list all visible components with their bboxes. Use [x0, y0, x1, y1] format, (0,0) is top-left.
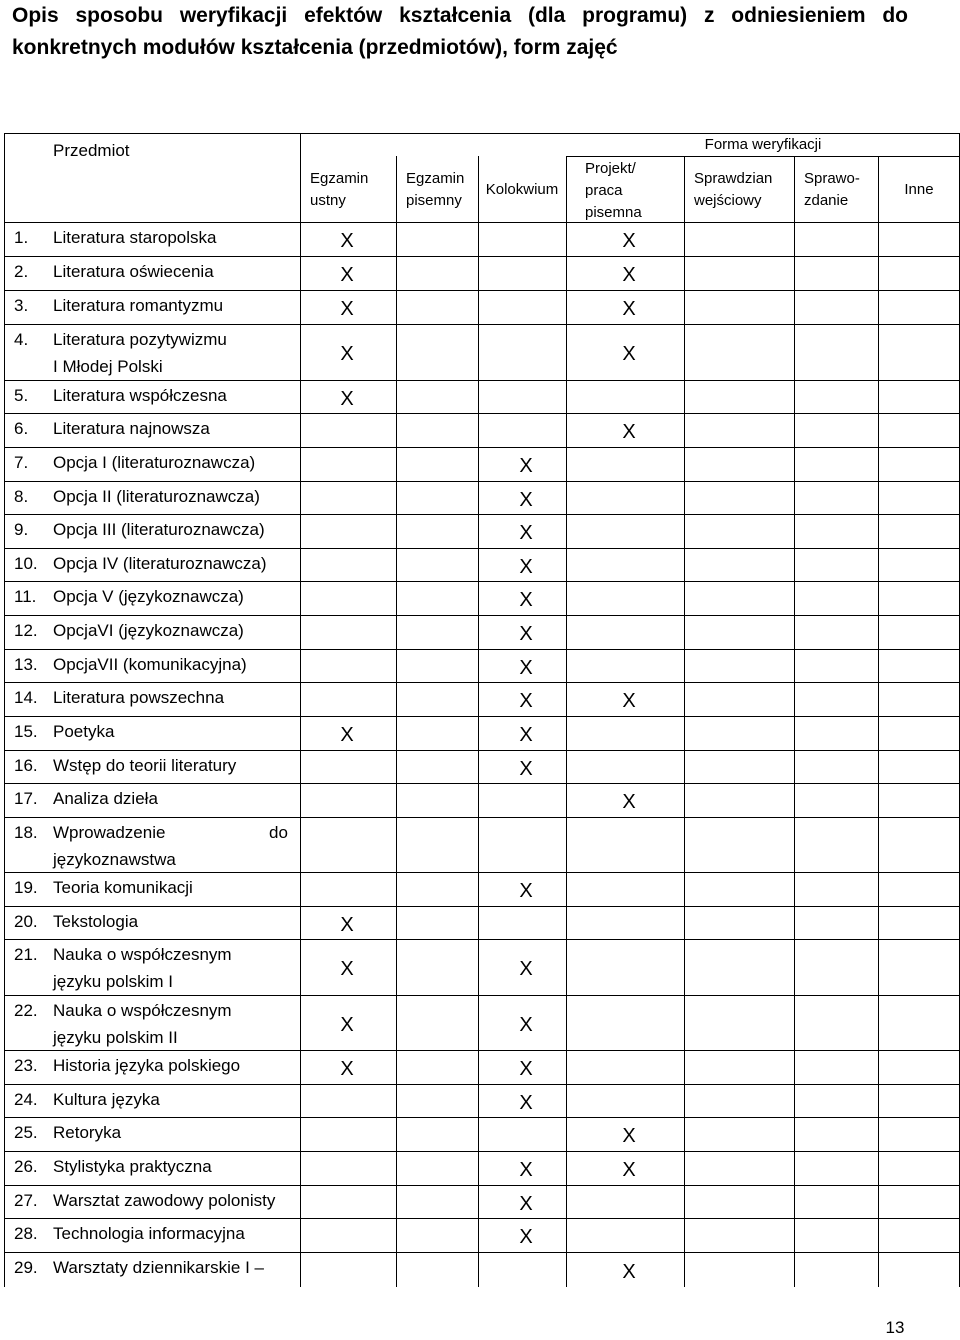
check-mark: X [519, 555, 533, 578]
subject-name: Opcja III (literaturoznawcza) [53, 520, 265, 539]
subject-name: Literatura romantyzmu [53, 296, 224, 315]
subject-name: Technologia informacyjna [53, 1224, 245, 1243]
subject-name-tail: do [269, 823, 288, 842]
subject-header: Przedmiot [53, 141, 130, 160]
row-number: 5. [14, 386, 29, 405]
subject-name: Tekstologia [53, 912, 139, 931]
subject-name: Teoria komunikacji [53, 878, 193, 897]
check-mark: X [622, 298, 636, 320]
check-mark: X [622, 421, 636, 443]
check-mark: X [519, 1192, 533, 1215]
subject-name: Literatura oświecenia [53, 262, 214, 281]
subject-name: Warsztaty dziennikarskie I – [53, 1258, 264, 1277]
row-number: 17. [14, 789, 38, 808]
check-mark: X [519, 958, 533, 980]
row-number: 24. [14, 1090, 38, 1109]
page-number: 13 [885, 1318, 905, 1337]
check-mark: X [519, 880, 533, 902]
subject-name: Opcja II (literaturoznawcza) [53, 487, 260, 506]
row-number: 20. [14, 912, 38, 931]
row-number: 11. [14, 587, 37, 606]
column-header: Sprawo- zdanie [804, 170, 860, 209]
subject-name: Literatura powszechna [53, 688, 225, 707]
subject-name: Wstęp do teorii literatury [53, 756, 237, 775]
row-number: 18. [14, 823, 38, 842]
check-mark: X [340, 724, 354, 746]
subject-name: Retoryka [53, 1123, 122, 1142]
check-mark: X [622, 1159, 636, 1181]
check-mark: X [340, 913, 354, 936]
check-mark: X [340, 1058, 354, 1080]
check-mark: X [519, 656, 533, 679]
check-mark: X [519, 488, 533, 511]
subject-name: Historia języka polskiego [53, 1056, 241, 1075]
check-mark: X [340, 298, 354, 320]
row-number: 28. [14, 1224, 38, 1243]
row-number: 15. [14, 722, 38, 741]
check-mark: X [519, 623, 533, 645]
check-mark: X [622, 343, 636, 365]
column-header: Egzamin pisemny [406, 170, 465, 209]
row-number: 12. [14, 621, 38, 640]
subject-name: Analiza dzieła [53, 789, 158, 808]
subject-name: Wprowadzenie [53, 823, 166, 842]
subject-name: OpcjaVI (językoznawcza) [53, 621, 244, 640]
subject-name-line2: języku polskim I [53, 972, 173, 991]
check-mark: X [340, 1013, 354, 1036]
subject-name-line2: I Młodej Polski [53, 357, 163, 376]
subject-name: Warsztat zawodowy polonisty [53, 1191, 276, 1210]
check-mark: X [340, 958, 354, 980]
row-number: 2. [14, 262, 29, 281]
check-mark: X [340, 230, 354, 252]
subject-name: Poetyka [53, 722, 115, 741]
check-mark: X [519, 522, 533, 544]
check-mark: X [622, 690, 636, 712]
subject-name: Kultura języka [53, 1090, 160, 1109]
check-mark: X [622, 1260, 636, 1283]
row-number: 3. [14, 296, 29, 315]
row-number: 1. [14, 228, 29, 247]
subject-name: Literatura najnowsza [53, 419, 210, 438]
check-mark: X [340, 387, 354, 410]
check-mark: X [519, 1058, 533, 1080]
check-mark: X [519, 757, 533, 780]
column-header: Projekt/ praca pisemna [585, 160, 642, 221]
row-number: 13. [14, 655, 38, 674]
row-number: 26. [14, 1157, 38, 1176]
column-header: Sprawdzian wejściowy [694, 170, 773, 209]
check-mark: X [519, 1159, 533, 1181]
row-number: 29. [14, 1258, 38, 1277]
row-number: 10. [14, 554, 38, 573]
check-mark: X [340, 264, 354, 286]
row-number: 4. [14, 330, 29, 349]
subject-name-line2: języku polskim II [53, 1028, 178, 1047]
subject-name: Opcja I (literaturoznawcza) [53, 453, 256, 472]
check-mark: X [622, 230, 636, 252]
column-header: Kolokwium [485, 181, 559, 198]
check-mark: X [519, 1226, 533, 1248]
column-header: Egzamin ustny [310, 170, 369, 209]
subject-name: Literatura staropolska [53, 228, 217, 247]
check-mark: X [622, 1125, 636, 1147]
check-mark: X [519, 589, 533, 611]
document-heading: Opis sposobu weryfikacji efektów kształcenia (dla programu) z odniesieniem do konkretnych modułów kształcenia (przedmiotów), form zajęć [12, 4, 908, 59]
subject-name: Stylistyka praktyczna [53, 1157, 212, 1176]
group-header: Forma weryfikacji [704, 136, 822, 153]
row-number: 7. [14, 453, 29, 472]
row-number: 21. [14, 945, 38, 964]
subject-name-line2: językoznawstwa [53, 850, 176, 869]
row-number: 14. [14, 688, 38, 707]
row-number: 23. [14, 1056, 38, 1075]
check-mark: X [519, 1091, 533, 1114]
check-mark: X [622, 791, 636, 813]
check-mark: X [622, 264, 636, 286]
row-number: 19. [14, 878, 38, 897]
subject-name: Literatura współczesna [53, 386, 227, 405]
check-mark: X [519, 690, 533, 712]
row-number: 8. [14, 487, 29, 506]
row-number: 25. [14, 1123, 38, 1142]
row-number: 9. [14, 520, 29, 539]
check-mark: X [519, 724, 533, 746]
subject-name: Literatura pozytywizmu [53, 330, 227, 349]
column-header: Inne [904, 181, 934, 198]
row-number: 6. [14, 419, 29, 438]
subject-name: OpcjaVII (komunikacyjna) [53, 655, 247, 674]
subject-name: Nauka o współczesnym [53, 1001, 232, 1020]
check-mark: X [340, 343, 354, 365]
row-number: 22. [14, 1001, 38, 1020]
row-number: 16. [14, 756, 38, 775]
check-mark: X [519, 1013, 533, 1036]
row-number: 27. [14, 1191, 38, 1210]
subject-name: Nauka o współczesnym [53, 945, 232, 964]
subject-name: Opcja IV (literaturoznawcza) [53, 554, 267, 573]
subject-name: Opcja V (językoznawcza) [53, 587, 244, 606]
check-mark: X [519, 455, 533, 477]
